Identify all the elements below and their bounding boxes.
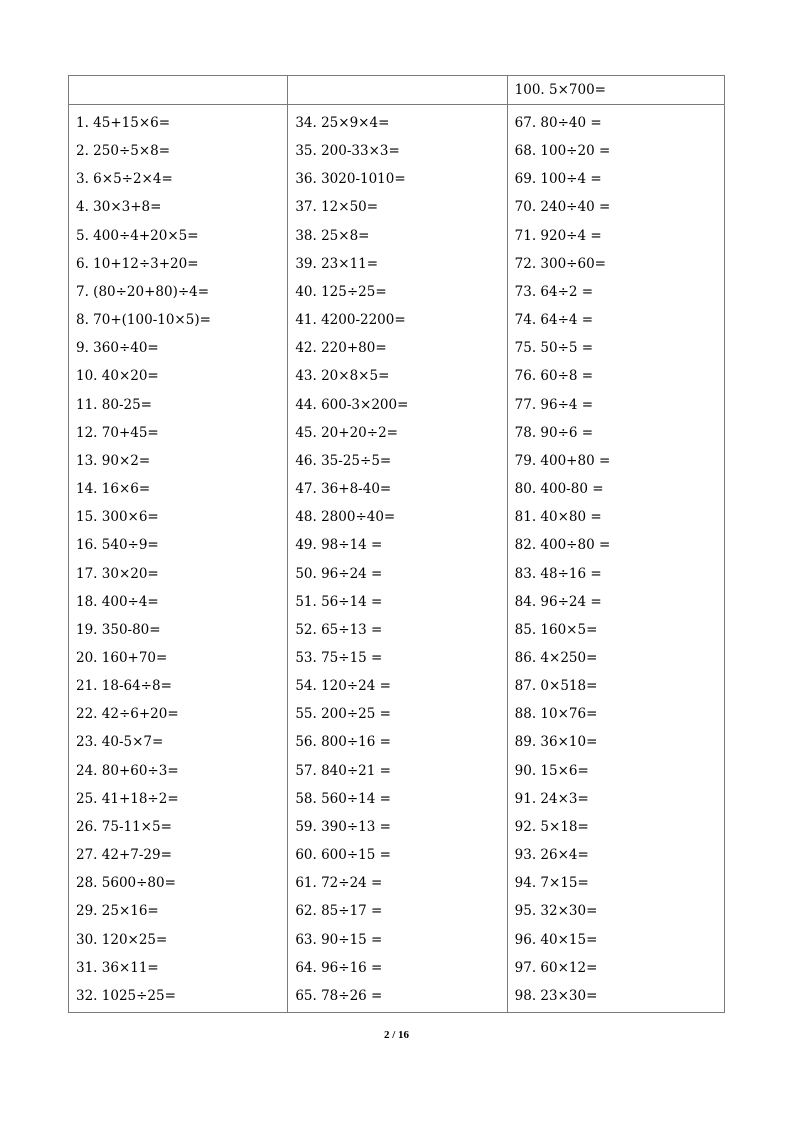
problem-item: 77. 96÷4 = bbox=[514, 396, 594, 413]
problem-item: 83. 48÷16 = bbox=[514, 565, 602, 582]
problem-item: 22. 42÷6+20= bbox=[76, 706, 179, 723]
problem-item: 25. 41+18÷2= bbox=[76, 790, 179, 807]
problem-item: 35. 200-33×3= bbox=[295, 143, 400, 160]
column-3 bbox=[507, 105, 724, 1013]
problem-item: 19. 350-80= bbox=[76, 621, 161, 638]
problem-item: 92. 5×18= bbox=[514, 818, 589, 835]
problem-item: 74. 64÷4 = bbox=[514, 312, 594, 329]
problem-item: 46. 35-25÷5= bbox=[295, 452, 392, 469]
problem-item: 11. 80-25= bbox=[76, 396, 152, 413]
problem-item: 72. 300÷60= bbox=[514, 255, 606, 272]
problem-item: 75. 50÷5 = bbox=[514, 340, 594, 357]
problem-item: 54. 120÷24 = bbox=[295, 678, 391, 695]
problem-item: 29. 25×16= bbox=[76, 903, 159, 920]
problem-item: 15. 300×6= bbox=[76, 509, 159, 526]
problem-item: 52. 65÷13 = bbox=[295, 621, 383, 638]
problem-100: 100. 5×700= bbox=[514, 82, 606, 98]
problem-item: 34. 25×9×4= bbox=[295, 115, 390, 131]
table-body-row bbox=[69, 105, 725, 1013]
problem-item: 48. 2800÷40= bbox=[295, 509, 396, 526]
problem-item: 62. 85÷17 = bbox=[295, 903, 383, 920]
problem-item: 10. 40×20= bbox=[76, 368, 159, 385]
problem-item: 80. 400-80 = bbox=[514, 481, 604, 498]
problem-item: 79. 400+80 = bbox=[514, 452, 611, 469]
problem-item: 32. 1025÷25= bbox=[76, 987, 176, 1004]
problem-item: 78. 90÷6 = bbox=[514, 424, 594, 441]
problem-item: 97. 60×12= bbox=[514, 959, 598, 976]
problem-item: 18. 400÷4= bbox=[76, 593, 159, 610]
problem-item: 45. 20+20÷2= bbox=[295, 424, 398, 441]
problem-item: 13. 90×2= bbox=[76, 452, 151, 469]
problem-item: 51. 56÷14 = bbox=[295, 593, 383, 610]
problem-item: 63. 90÷15 = bbox=[295, 931, 383, 948]
problem-item: 89. 36×10= bbox=[514, 734, 598, 751]
problem-item: 40. 125÷25= bbox=[295, 283, 387, 300]
table-header-row bbox=[69, 76, 725, 105]
problem-item: 87. 0×518= bbox=[514, 678, 598, 695]
problem-item: 26. 75-11×5= bbox=[76, 818, 172, 835]
problem-item: 44. 600-3×200= bbox=[295, 396, 409, 413]
problem-item: 91. 24×3= bbox=[514, 790, 589, 807]
problem-item: 82. 400÷80 = bbox=[514, 537, 611, 554]
problem-item: 65. 78÷26 = bbox=[295, 987, 383, 1004]
problem-item: 41. 4200-2200= bbox=[295, 312, 406, 329]
problem-item: 61. 72÷24 = bbox=[295, 875, 383, 892]
problem-item: 23. 40-5×7= bbox=[76, 734, 164, 751]
problem-item: 5. 400÷4+20×5= bbox=[76, 227, 199, 244]
problem-item: 36. 3020-1010= bbox=[295, 171, 406, 188]
problem-item: 84. 96÷24 = bbox=[514, 593, 602, 610]
exercise-table bbox=[68, 75, 725, 1013]
problem-item: 4. 30×3+8= bbox=[76, 199, 162, 216]
problem-item: 88. 10×76= bbox=[514, 706, 598, 723]
problem-item: 69. 100÷4 = bbox=[514, 171, 602, 188]
header-cell-3 bbox=[507, 76, 724, 105]
problem-item: 94. 7×15= bbox=[514, 875, 589, 892]
problem-item: 67. 80÷40 = bbox=[514, 115, 602, 131]
problem-item: 93. 26×4= bbox=[514, 847, 589, 864]
problem-item: 39. 23×11= bbox=[295, 255, 379, 272]
problem-item: 71. 920÷4 = bbox=[514, 227, 602, 244]
problem-item: 95. 32×30= bbox=[514, 903, 598, 920]
problem-item: 38. 25×8= bbox=[295, 227, 370, 244]
problem-item: 57. 840÷21 = bbox=[295, 762, 391, 779]
problem-list-col-1 bbox=[69, 105, 287, 1010]
problem-item: 28. 5600÷80= bbox=[76, 875, 176, 892]
problem-item: 81. 40×80 = bbox=[514, 509, 602, 526]
problem-item: 31. 36×11= bbox=[76, 959, 159, 976]
problem-item: 60. 600÷15 = bbox=[295, 847, 391, 864]
problem-item: 27. 42+7-29= bbox=[76, 847, 172, 864]
header-cell-1 bbox=[69, 76, 288, 105]
problem-item: 64. 96÷16 = bbox=[295, 959, 383, 976]
problem-item: 90. 15×6= bbox=[514, 762, 589, 779]
problem-item: 76. 60÷8 = bbox=[514, 368, 594, 385]
problem-item: 6. 10+12÷3+20= bbox=[76, 255, 199, 272]
problem-item: 47. 36+8-40= bbox=[295, 481, 392, 498]
problem-item: 3. 6×5÷2×4= bbox=[76, 171, 173, 188]
problem-item: 24. 80+60÷3= bbox=[76, 762, 179, 779]
problem-item: 8. 70+(100-10×5)= bbox=[76, 312, 211, 329]
page-number: 2 / 16 bbox=[383, 1029, 410, 1041]
problem-item: 50. 96÷24 = bbox=[295, 565, 383, 582]
problem-list-col-2 bbox=[288, 105, 506, 1010]
problem-item: 16. 540÷9= bbox=[76, 537, 159, 554]
problem-item: 55. 200÷25 = bbox=[295, 706, 391, 723]
problem-item: 59. 390÷13 = bbox=[295, 818, 391, 835]
problem-item: 14. 16×6= bbox=[76, 481, 151, 498]
problem-item: 30. 120×25= bbox=[76, 931, 168, 948]
problem-item: 7. (80÷20+80)÷4= bbox=[76, 283, 210, 300]
problem-item: 53. 75÷15 = bbox=[295, 649, 383, 666]
problem-item: 43. 20×8×5= bbox=[295, 368, 390, 385]
problem-item: 86. 4×250= bbox=[514, 649, 598, 666]
problem-item: 70. 240÷40 = bbox=[514, 199, 611, 216]
problem-item: 42. 220+80= bbox=[295, 340, 387, 357]
problem-item: 73. 64÷2 = bbox=[514, 283, 594, 300]
header-cell-2 bbox=[288, 76, 507, 105]
problem-item: 85. 160×5= bbox=[514, 621, 598, 638]
problem-item: 2. 250÷5×8= bbox=[76, 143, 171, 160]
problem-item: 37. 12×50= bbox=[295, 199, 379, 216]
problem-item: 20. 160+70= bbox=[76, 649, 168, 666]
column-2 bbox=[288, 105, 507, 1013]
problem-item: 96. 40×15= bbox=[514, 931, 598, 948]
problem-item: 9. 360÷40= bbox=[76, 340, 159, 357]
problem-item: 56. 800÷16 = bbox=[295, 734, 391, 751]
problem-item: 17. 30×20= bbox=[76, 565, 159, 582]
column-1 bbox=[69, 105, 288, 1013]
problem-item: 12. 70+45= bbox=[76, 424, 159, 441]
problem-list-col-3 bbox=[508, 105, 724, 1010]
problem-item: 49. 98÷14 = bbox=[295, 537, 383, 554]
problem-item: 1. 45+15×6= bbox=[76, 115, 171, 131]
problem-item: 98. 23×30= bbox=[514, 987, 598, 1004]
problem-item: 68. 100÷20 = bbox=[514, 143, 611, 160]
problem-item: 21. 18-64÷8= bbox=[76, 678, 172, 695]
problem-item: 58. 560÷14 = bbox=[295, 790, 391, 807]
